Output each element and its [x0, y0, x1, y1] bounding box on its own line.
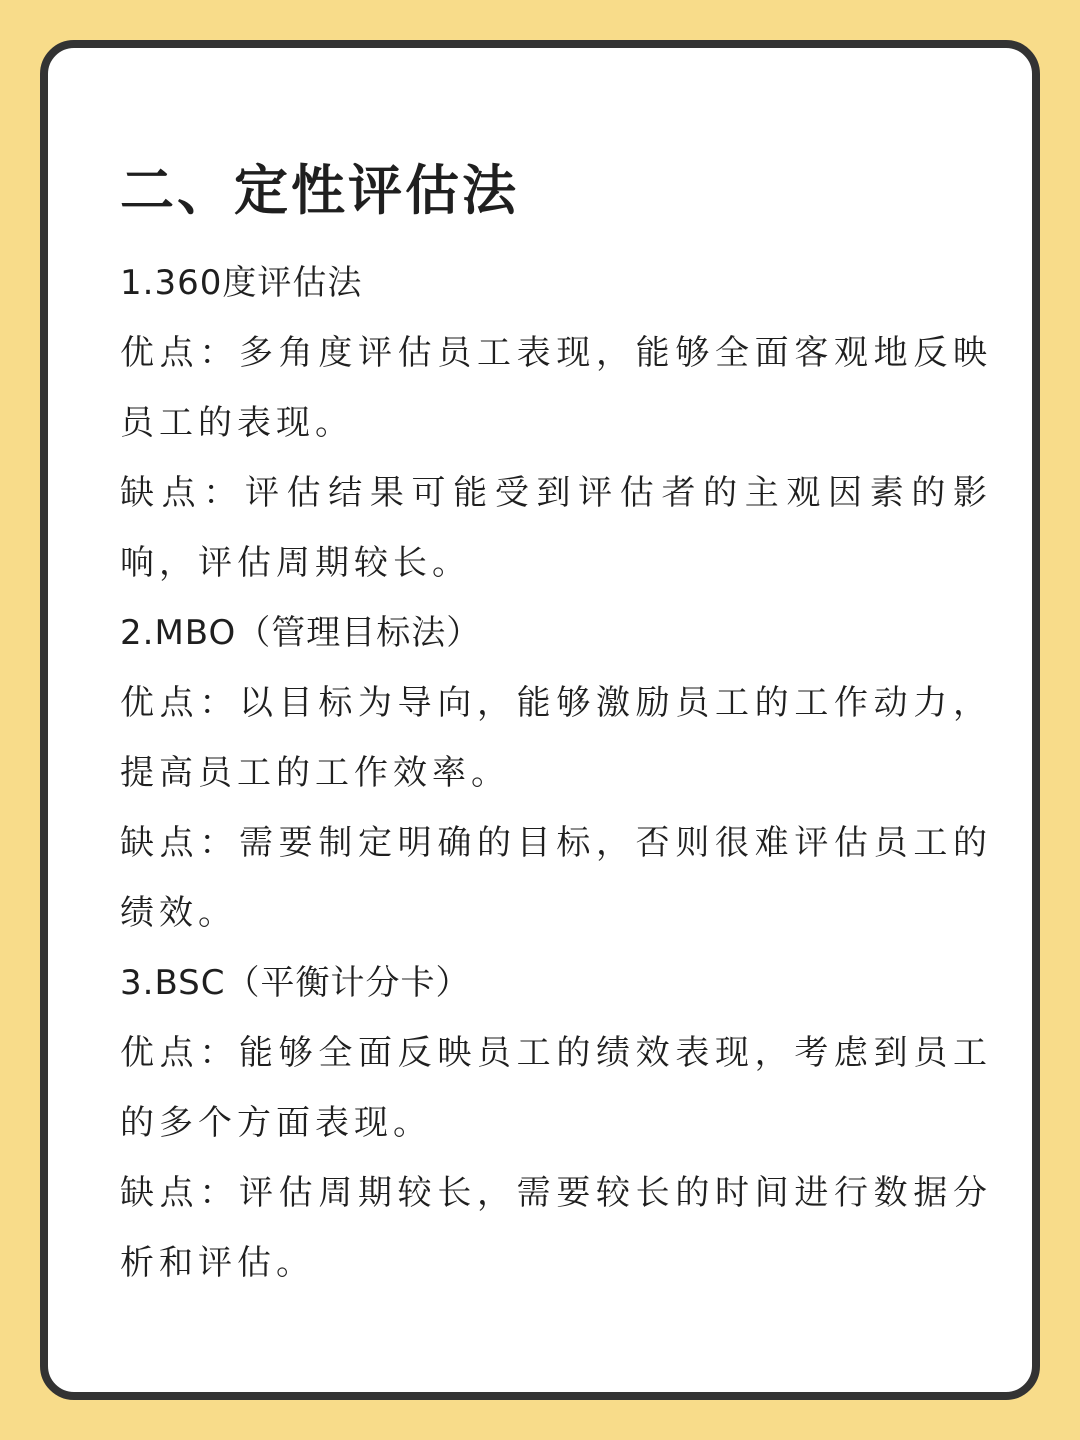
section-heading: 2.MBO（管理目标法）	[120, 613, 482, 653]
pros-text: 优点：多角度评估员工表现，能够全面客观地反映员工的表现。	[120, 333, 992, 443]
section-bsc	[120, 948, 992, 1298]
page-title: 二、定性评估法	[120, 159, 519, 222]
pros-text: 优点：以目标为导向，能够激励员工的工作动力，提高员工的工作效率。	[120, 683, 992, 793]
cons-text: 缺点：需要制定明确的目标，否则很难评估员工的绩效。	[120, 823, 992, 933]
section-heading: 3.BSC（平衡计分卡）	[120, 963, 471, 1003]
cons-text: 缺点：评估周期较长，需要较长的时间进行数据分析和评估。	[120, 1173, 992, 1283]
article-body	[120, 154, 992, 1298]
pros-text: 优点：能够全面反映员工的绩效表现，考虑到员工的多个方面表现。	[120, 1033, 992, 1143]
section-heading: 1.360度评估法	[120, 263, 363, 303]
cons-text: 缺点：评估结果可能受到评估者的主观因素的影响，评估周期较长。	[120, 473, 992, 583]
section-360	[120, 248, 992, 598]
section-mbo	[120, 598, 992, 948]
content-card	[40, 40, 1040, 1400]
